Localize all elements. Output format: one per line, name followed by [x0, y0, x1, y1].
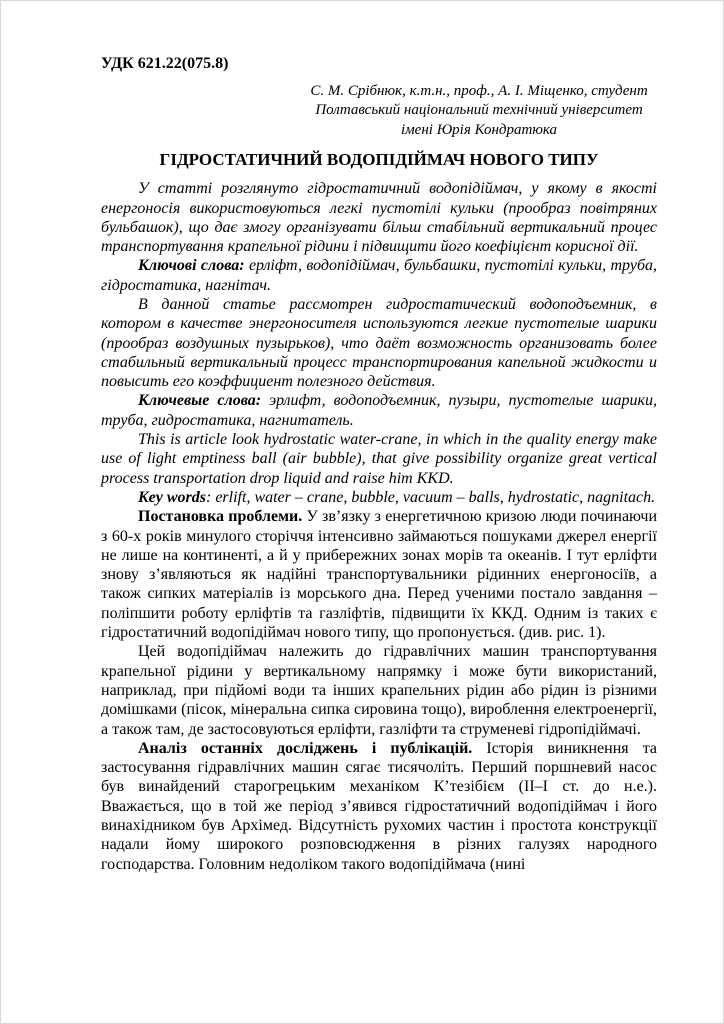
udc-label: УДК 621.22(075.8)	[101, 55, 229, 72]
abstract-paragraph-ru	[101, 295, 657, 391]
keywords-paragraph-en	[101, 488, 657, 507]
keywords-text-uk: ерліфт, водопідіймач, бульбашки, пустотілі кульки, труба, гідростатика, нагнітач.	[101, 257, 657, 294]
abstract-paragraph-uk	[101, 179, 657, 256]
keywords-label-uk: Ключові слова:	[138, 257, 245, 275]
section-analysis-heading: Аналіз останніх досліджень і публікацій.	[138, 739, 473, 757]
section-analysis-paragraph	[101, 739, 657, 874]
keywords-text-ru: эрлифт, водоподъемник, пузыри, пустотелые шарики, труба, гидростатика, нагнитатель.	[101, 392, 658, 429]
abstract-text-uk: У статті розглянуто гідростатичний водопідіймач, у якому в якості енергоносія використовуються легкі пустотілі кульки (прообраз повітряних бульбашок), що дає змогу організувати більш стабільний вертикальний процес транспортування крапельної рідини і підвищити його коефіцієнт корисної дії.	[101, 180, 657, 256]
abstract-text-en: This is article look hydrostatic water-crane, in which in the quality energy make use of light emptiness ball (air bubble), that give possibility organize great vertical process transportation drop liquid and raise him KKD.	[101, 431, 657, 487]
body-paragraph	[101, 642, 657, 738]
paper-title: ГІДРОСТАТИЧНИЙ ВОДОПІДІЙМАЧ НОВОГО ТИПУ	[159, 150, 599, 170]
byline-institution: Полтавський національний технічний університет	[315, 102, 643, 119]
byline-institution-2: імені Юрія Кондратюка	[400, 121, 558, 138]
section-problem-paragraph	[101, 507, 657, 642]
keywords-text-en: : erlift, water – crane, bubble, vacuum – balls, hydrostatic, nagnitach.	[206, 488, 656, 506]
section-problem-heading: Постановка проблеми.	[138, 508, 303, 526]
byline-authors: С. М. Срібнюк, к.т.н., проф., А. І. Міщенко, студент	[310, 83, 648, 99]
byline	[301, 82, 657, 140]
keywords-label-en: Key words	[138, 488, 206, 506]
section-problem-text: У зв’язку з енергетичною кризою люди починаючи з 60-х років минулого сторіччя інтенсивно займаються пошуками джерел енергії не лише на континенті, а й у прибережних зонах морів та океанів. І тут ерліфти знову з’являються як надійні транспортувальники рідинних енергоносіїв, а також сипких матеріалів із морського дна. Перед ученими постало завдання – поліпшити роботу ерліфтів та газліфтів, підвищити їх ККД. Одним із таких є гідростатичний водопідіймач нового типу, що пропонується. (див. рис. 1).	[101, 508, 658, 642]
keywords-paragraph-ru	[101, 391, 657, 430]
body-paragraph-text: Цей водопідіймач належить до гідравлічних машин транспортування крапельної рідини у вертикальному напрямку і може бути використаний, наприклад, при підйомі води та інших крапельних рідин або рідин із різними домішками (пісок, мінеральна сипка сировина тощо), вироблення електроенергії, а також там, де застосовуються ерліфти, газліфти та струменеві гідропідіймачі.	[101, 643, 657, 738]
abstract-text-ru: В данной статье рассмотрен гидростатический водоподъемник, в котором в качестве энергоносителя используются легкие пустотелые шарики (прообраз воздушных пузырьков), что даёт возможность организовать более стабильный вертикальный процесс транспортирования капельной жидкости и повысить его коэффициент полезного действия.	[101, 296, 657, 391]
keywords-label-ru: Ключевые слова:	[138, 392, 262, 410]
section-analysis-text: Історія виникнення та застосування гідравлічних машин сягає тисячоліть. Перший поршневий насос був винайдений старогрецьким механіком К’тезібієм (II–I ст. до н.е.). Вважається, що в той же період з’явився гідростатичний водопідіймач і його винахідником був Архімед. Відсутність рухомих частин і простота конструкції надали йому широкого розповсюдження в різних галузях народного господарства. Головним недоліком такого водопідіймача (нині	[101, 739, 657, 873]
keywords-paragraph-uk	[101, 256, 657, 295]
abstract-paragraph-en	[101, 430, 657, 488]
